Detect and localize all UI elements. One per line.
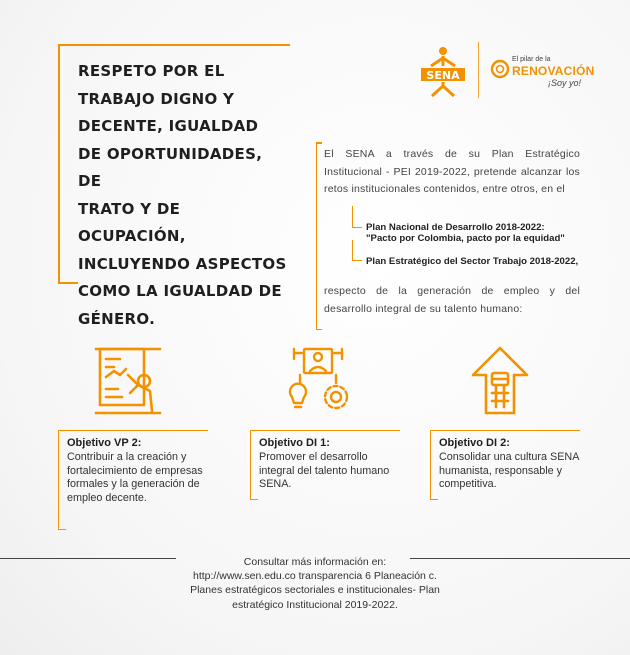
sena-logo-icon (418, 46, 468, 98)
heading-line: GÉNERO. (78, 309, 156, 328)
plan-nacional-subtitle: "Pacto por Colombia, pacto por la equidad" (366, 233, 565, 244)
renovacion-circle-icon (490, 59, 510, 79)
objective-text: Consolidar una cultura SENA humanista, responsable y competitiva. (439, 451, 579, 490)
heading-line: TRABAJO DIGNO Y (78, 89, 235, 108)
objective-di2 (430, 430, 580, 500)
page-heading (78, 58, 288, 333)
objective-title: Objetivo VP 2: (67, 437, 142, 449)
heading-line: DE OPORTUNIDADES, DE (78, 144, 263, 190)
renovacion-small-text: El pilar de la (512, 56, 551, 63)
plan-nacional (366, 222, 596, 244)
fist-arrow-icon (470, 345, 530, 417)
footer-line: Consultar más información en: (243, 556, 387, 568)
objective-vp2 (58, 430, 208, 530)
objective-title: Objetivo DI 1: (259, 437, 330, 449)
objective-title: Objetivo DI 2: (439, 437, 510, 449)
objective-text: Contribuir a la creación y fortalecimiento de empresas formales y la generación de empleo decente. (67, 451, 203, 504)
sena-logo-text: SENA (426, 69, 460, 82)
objective-text: Promover el desarrollo integral del talento humano SENA. (259, 451, 390, 490)
description-intro: El SENA a través de su Plan Estratégico Institucional - PEI 2019-2022, pretende alcanzar los retos institucionales contenidos, entre otros, en el (324, 148, 580, 196)
plan-nacional-title: Plan Nacional de Desarrollo 2018-2022: (366, 222, 545, 233)
objective-di1 (250, 430, 400, 500)
footer-line: estratégico Institucional 2019-2022. (232, 598, 398, 611)
heading-line: DECENTE, IGUALDAD (78, 117, 259, 135)
renovacion-soy-text: ¡Soy yo! (548, 78, 582, 88)
footer-info (170, 555, 460, 612)
footer-line: http://www.sen.edu.co transparencia 6 Planeación c. (193, 570, 437, 583)
presentation-icon (92, 345, 164, 417)
plan-marker (352, 240, 362, 261)
description-outro: respecto de la generación de empleo y del desarrollo integral de su talento humano: (324, 285, 580, 315)
plan-marker (352, 206, 362, 228)
footer-line: Planes estratégicos sectoriales e institucionales- Plan (190, 584, 440, 597)
plan-sector-trabajo: Plan Estratégico del Sector Trabajo 2018-2022, (366, 256, 579, 267)
heading-line: INCLUYENDO ASPECTOS (78, 254, 287, 273)
heading-line: COMO LA IGUALDAD DE (78, 282, 282, 300)
heading-line: RESPETO POR EL (78, 62, 225, 80)
renovacion-big-text: RENOVACIÓN (512, 64, 595, 78)
talent-gear-icon (282, 345, 354, 417)
description-frame (316, 142, 321, 330)
footer-divider-left (0, 558, 176, 559)
logo-divider (478, 42, 479, 98)
heading-line: TRATO Y DE OCUPACIÓN, (78, 199, 186, 245)
renovacion-logo (490, 56, 608, 90)
